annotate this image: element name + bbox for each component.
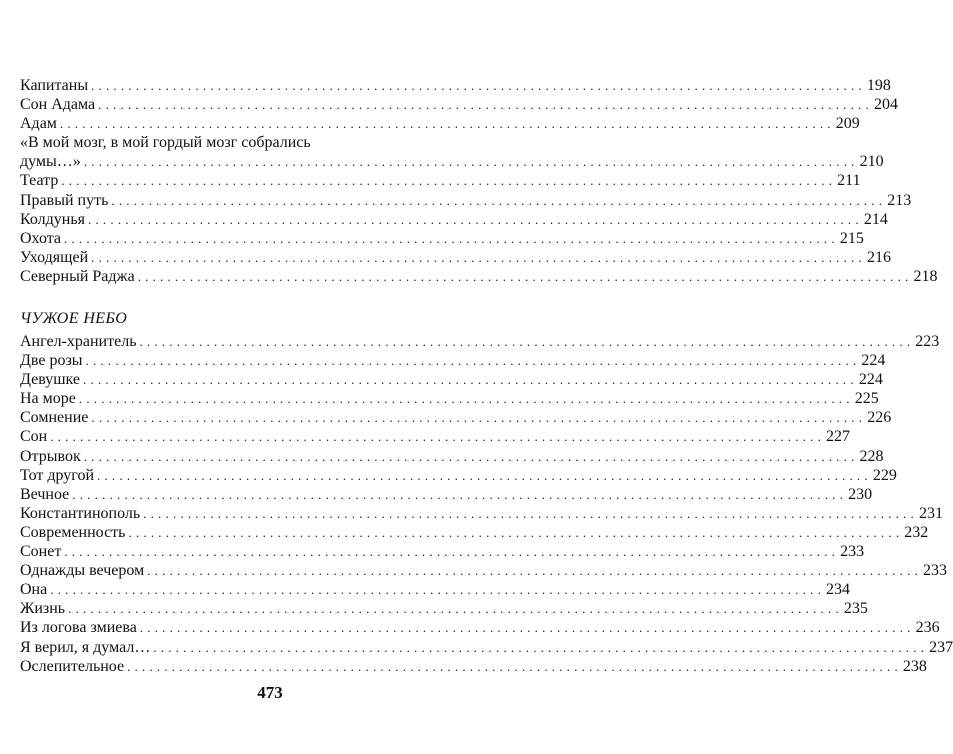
toc-entry-title: Уходящей xyxy=(20,248,89,266)
toc-entry xyxy=(20,248,891,267)
dot-leader: ........................................................................................................ xyxy=(78,391,854,407)
toc-entry-page: 233 xyxy=(923,562,948,580)
toc-entry-page: 229 xyxy=(872,466,897,484)
dot-leader: ........................................................................................................ xyxy=(139,620,915,636)
dot-leader: ........................................................................................................ xyxy=(153,639,929,655)
toc-entry-page: 198 xyxy=(866,77,891,94)
toc-entry xyxy=(20,618,940,637)
toc-entry-page: 225 xyxy=(854,390,879,408)
toc-entry xyxy=(20,580,851,599)
toc-entry-page: 211 xyxy=(837,172,861,190)
toc-list-section-1 xyxy=(20,76,938,286)
toc-entry xyxy=(20,229,864,248)
dot-leader: ........................................................................................................ xyxy=(83,154,859,170)
toc-entry xyxy=(20,523,929,542)
toc-entry xyxy=(20,447,884,466)
toc-entry-title: Две розы xyxy=(20,352,83,370)
toc-entry-title: Константинополь xyxy=(20,504,141,522)
dot-leader: ........................................................................................................ xyxy=(83,372,858,388)
toc-entry-title: Сон Адама xyxy=(20,96,96,114)
toc-entry-title: Я верил, я думал… xyxy=(20,638,151,656)
toc-entry-page: 215 xyxy=(839,229,864,247)
dot-leader: ........................................................................................................ xyxy=(64,230,839,246)
toc-entry-title: Сон xyxy=(20,428,48,446)
toc-entry xyxy=(20,210,888,229)
toc-entry-page: 233 xyxy=(840,543,865,561)
toc-entry-title: Сомнение xyxy=(20,409,89,427)
toc-entry-title: Капитаны xyxy=(20,77,89,94)
toc-entry-page: 232 xyxy=(904,523,929,541)
dot-leader: ........................................................................................................ xyxy=(127,658,902,674)
toc-entry-title: Девушке xyxy=(20,371,81,389)
toc-entry xyxy=(20,267,938,286)
toc-entry xyxy=(20,370,883,389)
toc-entry-title: Современность xyxy=(20,523,126,541)
toc-entry-title: Колдунья xyxy=(20,210,86,228)
dot-leader: ........................................................................................................ xyxy=(85,353,861,369)
dot-leader: ........................................................................................................ xyxy=(68,601,843,617)
dot-leader: ........................................................................................................ xyxy=(64,544,840,560)
toc-entry-title: Северный Раджа xyxy=(20,267,135,285)
toc-entry-page: 237 xyxy=(929,638,953,656)
toc-entry-page: 216 xyxy=(866,248,891,266)
toc-entry xyxy=(20,171,861,190)
toc-entry xyxy=(20,76,891,95)
dot-leader: ........................................................................................................ xyxy=(111,192,887,208)
dot-leader: ........................................................................................................ xyxy=(139,334,915,349)
toc-entry-page: 213 xyxy=(887,191,912,209)
dot-leader: ........................................................................................................ xyxy=(97,467,872,483)
toc-entry xyxy=(20,504,943,523)
toc-entry-title: Она xyxy=(20,581,48,599)
toc-entry xyxy=(20,427,851,446)
toc-entry-page: 228 xyxy=(859,447,884,465)
toc-entry-page: 214 xyxy=(863,210,888,228)
toc-entry-page: 236 xyxy=(915,619,940,637)
toc-entry-title: Правый путь xyxy=(20,191,109,209)
toc-entry-title-line-1: «В мой мозг, в мой гордый мозг собрались xyxy=(20,134,311,152)
toc-entry xyxy=(20,114,860,133)
toc-entry xyxy=(20,351,886,370)
toc-entry-page: 234 xyxy=(826,581,851,599)
toc-entry-page: 230 xyxy=(848,485,873,503)
dot-leader: ........................................................................................................ xyxy=(72,486,848,502)
toc-entry-title: Жизнь xyxy=(20,600,66,618)
toc-entry-title: На море xyxy=(20,390,76,408)
toc-entry-title: Отрывок xyxy=(20,447,81,465)
toc-entry-page: 223 xyxy=(915,333,940,350)
toc-entry xyxy=(20,657,927,676)
toc-entry-page: 204 xyxy=(873,96,898,114)
dot-leader: ........................................................................................................ xyxy=(88,211,863,227)
toc-entry-title: Из логова змиева xyxy=(20,619,137,637)
toc-list-section-2 xyxy=(20,332,953,676)
dot-leader: ........................................................................................................ xyxy=(50,429,826,445)
toc-entry-title: Сонет xyxy=(20,543,62,561)
dot-leader: ........................................................................................................ xyxy=(61,173,837,189)
toc-entry xyxy=(20,599,868,618)
toc-entry-title: Театр xyxy=(20,172,59,190)
toc-entry xyxy=(20,466,897,485)
toc-entry xyxy=(20,542,865,561)
toc-entry-title: Ангел-хранитель xyxy=(20,333,137,350)
toc-entry-page: 209 xyxy=(835,115,860,133)
toc-entry xyxy=(20,485,873,504)
toc-entry xyxy=(20,638,953,657)
toc-entry-title: Ослепительное xyxy=(20,657,125,675)
toc-entry-page: 218 xyxy=(913,267,938,285)
page-number: 473 xyxy=(257,683,283,702)
dot-leader: ........................................................................................................ xyxy=(147,563,923,579)
toc-entry-title: Вечное xyxy=(20,485,70,503)
toc-entry-title: Адам xyxy=(20,115,57,133)
toc-entry xyxy=(20,389,879,408)
toc-entry xyxy=(20,332,940,351)
toc-entry xyxy=(20,95,898,114)
toc-entry xyxy=(20,191,912,210)
toc-entry xyxy=(20,133,884,171)
toc-entry-page: 227 xyxy=(826,428,851,446)
dot-leader: ........................................................................................................ xyxy=(83,448,859,464)
dot-leader: ........................................................................................................ xyxy=(128,524,904,540)
toc-entry-title-line-2: думы…» xyxy=(20,153,81,171)
dot-leader: ........................................................................................................ xyxy=(50,582,826,598)
toc-entry-page: 226 xyxy=(867,409,892,427)
dot-leader: ........................................................................................................ xyxy=(143,505,918,521)
section-heading: ЧУЖОЕ НЕБО xyxy=(20,310,128,327)
toc-entry-page: 224 xyxy=(861,352,886,370)
toc-entry-page: 238 xyxy=(902,657,927,675)
toc-entry-title: Охота xyxy=(20,229,62,247)
toc-entry xyxy=(20,408,892,427)
dot-leader: ........................................................................................................ xyxy=(137,268,913,284)
dot-leader: ........................................................................................................ xyxy=(91,410,867,426)
toc-entry-page: 235 xyxy=(843,600,868,618)
dot-leader: ........................................................................................................ xyxy=(98,97,873,113)
toc-entry-page: 231 xyxy=(918,504,943,522)
toc-entry-page: 210 xyxy=(859,153,884,171)
toc-entry xyxy=(20,561,948,580)
toc-entry-title: Однажды вечером xyxy=(20,562,145,580)
toc-entry-title: Тот другой xyxy=(20,466,95,484)
toc-entry-page: 224 xyxy=(858,371,883,389)
dot-leader: ........................................................................................................ xyxy=(59,116,835,132)
dot-leader: ........................................................................................................ xyxy=(91,78,866,93)
dot-leader: ........................................................................................................ xyxy=(91,249,866,265)
